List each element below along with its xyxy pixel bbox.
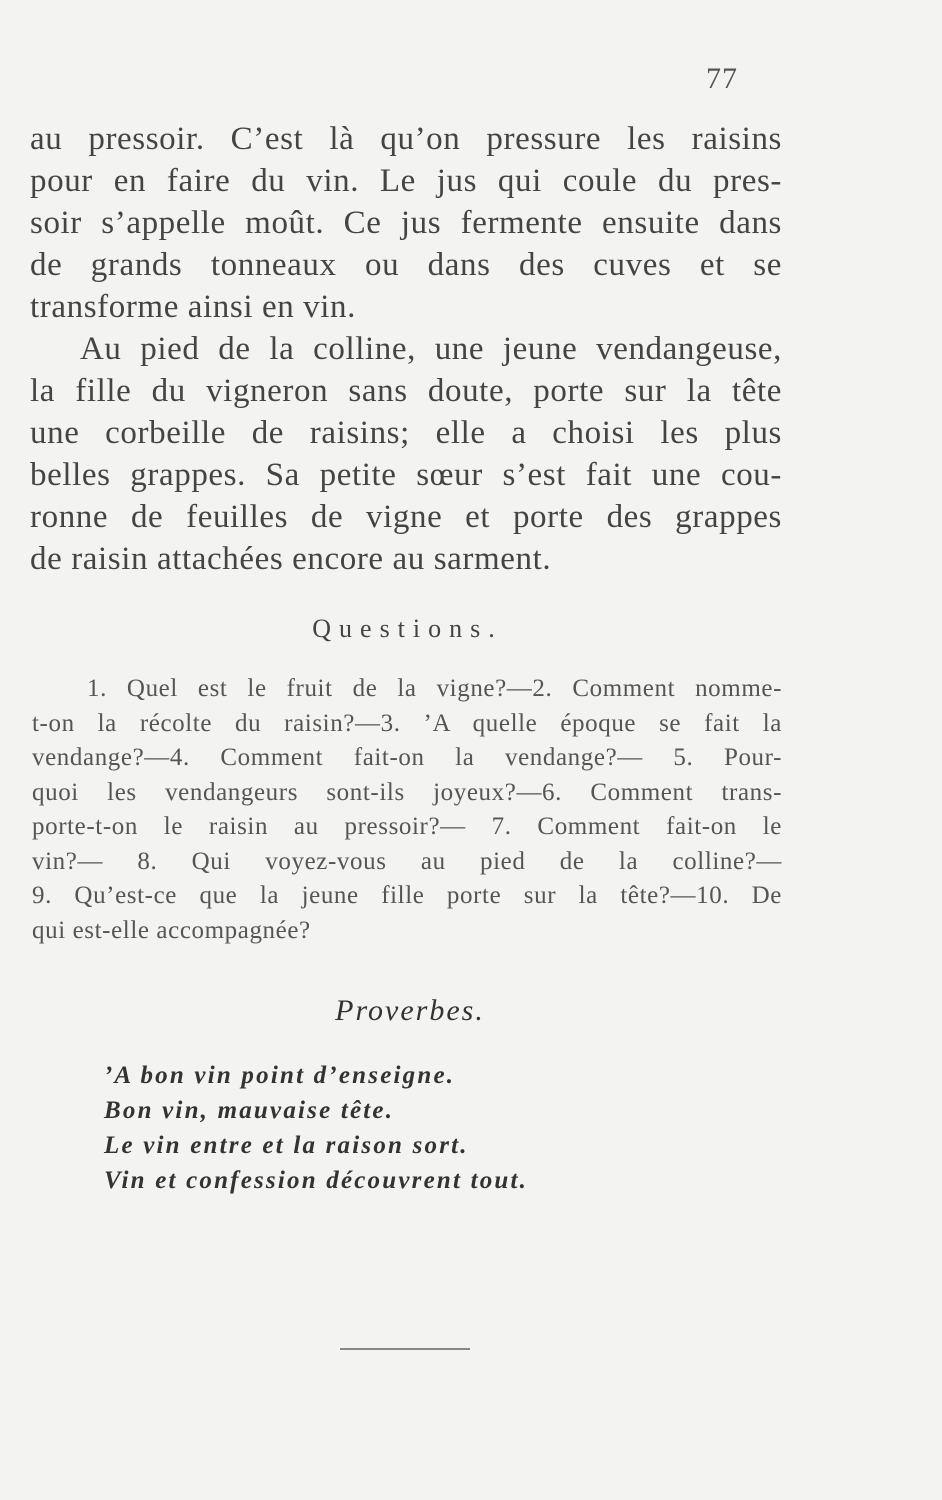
questions-line: vin?— 8. Qui voyez-vous au pied de la colline?— <box>32 847 782 875</box>
paragraph-2-line: la fille du vigneron sans doute, porte sur la tête <box>30 373 782 409</box>
questions-line: 1. Quel est le fruit de la vigne?—2. Comment nomme- <box>87 675 782 702</box>
proverb-item: ’A bon vin point d’enseigne. <box>104 1062 456 1089</box>
paragraph-2-line: de raisin attachées encore au sarment. <box>30 541 552 577</box>
page-number: 77 <box>706 62 738 95</box>
questions-line: vendange?—4. Comment fait-on la vendange?— 5. Pour- <box>32 744 782 771</box>
proverbs-list <box>104 1058 528 1198</box>
questions-line: quoi les vendangeurs sont-ils joyeux?—6. Comment trans- <box>32 778 782 806</box>
paragraph-1-line: transforme ainsi en vin. <box>30 289 356 325</box>
paragraph-2-line: une corbeille de raisins; elle a choisi les plus <box>30 415 782 451</box>
questions-line: porte-t-on le raisin au pressoir?— 7. Comment fait-on le <box>32 813 782 840</box>
questions-block <box>32 672 782 948</box>
paragraph-2-line: Au pied de la colline, une jeune vendangeuse, <box>80 331 782 367</box>
proverbs-heading: Proverbes. <box>335 994 485 1027</box>
proverb-item: Le vin entre et la raison sort. <box>104 1132 469 1159</box>
questions-line: 9. Qu’est-ce que la jeune fille porte sur la tête?—10. De <box>32 882 782 909</box>
proverb-item: Bon vin, mauvaise tête. <box>104 1097 395 1124</box>
paragraph-1-line: pour en faire du vin. Le jus qui coule du pres- <box>30 163 782 199</box>
paragraph-1-line: de grands tonneaux ou dans des cuves et se <box>30 247 782 283</box>
paragraph-2-line: belles grappes. Sa petite sœur s’est fait une cou- <box>30 457 782 493</box>
paragraph-2 <box>30 328 782 580</box>
questions-line: qui est-elle accompagnée? <box>32 916 311 944</box>
questions-line: t-on la récolte du raisin?—3. ’A quelle époque se fait la <box>32 709 782 737</box>
paragraph-1-line: au pressoir. C’est là qu’on pressure les raisins <box>30 121 782 157</box>
paragraph-2-line: ronne de feuilles de vigne et porte des grappes <box>30 499 782 535</box>
end-rule-divider <box>340 1348 470 1350</box>
questions-heading: Questions. <box>312 614 503 643</box>
proverb-item: Vin et confession découvrent tout. <box>104 1167 529 1194</box>
paragraph-1-line: soir s’appelle moût. Ce jus fermente ensuite dans <box>30 205 782 241</box>
paragraph-1 <box>30 118 782 328</box>
